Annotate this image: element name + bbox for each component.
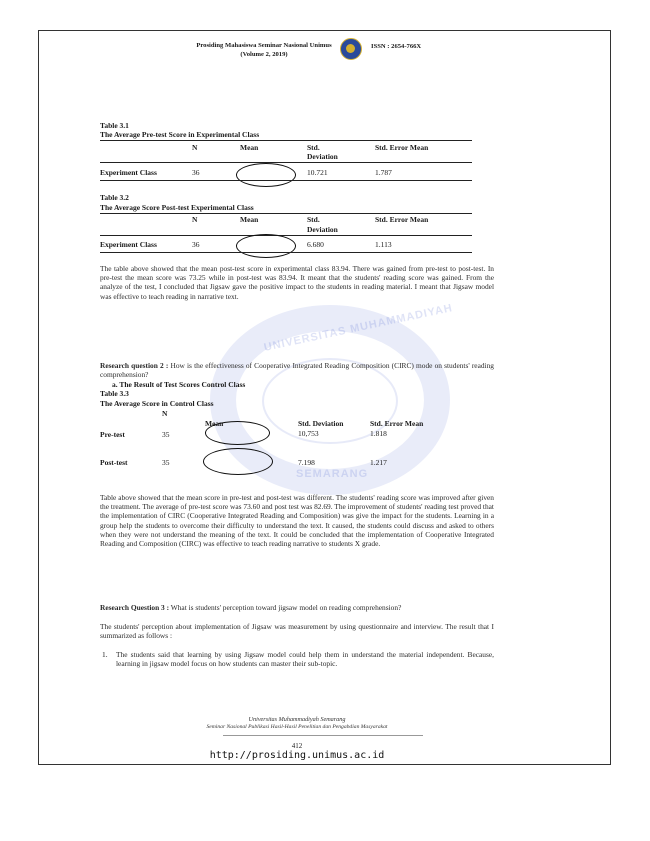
mean-circle-annotation — [236, 234, 296, 258]
header-title: Prosiding Mahasiswa Seminar Nasional Unimus (Volume 2, 2019) — [196, 42, 332, 58]
page-number: 412 — [291, 742, 303, 750]
watermark-text-top: UNIVERSITAS MUHAMMADIYAH — [262, 302, 454, 354]
table-title: The Average Pre-test Score in Experimental Class — [100, 130, 260, 139]
cell-std-err: 1.113 — [375, 240, 392, 249]
footer-university: Universitas Muhammadiyah Semarang — [248, 716, 346, 723]
table-bottom-rule — [100, 180, 472, 181]
watermark-text-bottom: SEMARANG — [296, 468, 369, 480]
mean-circle-annotation-pre — [205, 421, 270, 445]
cell-n-post: 35 — [162, 458, 170, 467]
col-header-std-dev: Std. — [307, 215, 320, 224]
paragraph-post-test-discussion: The table above showed that the mean post-test score in experimental class 83.94. There was gained from pre-test to post-test. In pre-test the mean score was 73.25 while in post-test was 83.94. It meant that the students' reading score was gained. From the analyze of the test, I concluded that Jigsaw gave the positive impact to the students in reading material. I meant that Jigsaw model was effective to teach reading in narrative text. — [100, 264, 494, 301]
col-header-mean: Mean — [240, 215, 259, 224]
table-header-rule — [100, 162, 472, 163]
footer-rule — [223, 735, 423, 736]
table-caption: Table 3.1 — [100, 121, 129, 130]
journal-header — [95, 38, 555, 68]
cell-n: 36 — [192, 240, 200, 249]
table-title: The Average Score Post-test Experimental Class — [100, 203, 254, 212]
row-label-post-test: Post-test — [100, 458, 128, 467]
rq2-label: Research question 2 : — [100, 361, 169, 370]
cell-std-err-pre: 1.818 — [370, 429, 387, 438]
mean-circle-annotation-post — [203, 448, 273, 475]
cell-std-dev-post: 7.198 — [298, 458, 315, 467]
col-header-std-err: Std. Error Mean — [370, 419, 424, 428]
row-label: Experiment Class — [100, 168, 157, 177]
cell-std-dev: 10.721 — [307, 168, 328, 177]
col-header-mean: Mean — [240, 143, 259, 152]
footer-seminar: Seminar Nasional Publikasi Hasil-Hasil Penelitian dan Pengabdian Masyarakat — [206, 724, 388, 730]
col-header-std-dev: Std. — [307, 143, 320, 152]
unimus-logo-icon — [340, 38, 362, 60]
table-title: The Average Score in Control Class — [100, 399, 214, 408]
table-header-rule — [100, 235, 472, 236]
mean-circle-annotation — [236, 163, 296, 187]
cell-std-err: 1.787 — [375, 168, 392, 177]
cell-std-err-post: 1.217 — [370, 458, 387, 467]
rq2-text: How is the effectiveness of Cooperative Integrated Reading Composition (CIRC) mode on students' reading comprehension? — [100, 361, 495, 380]
col-header-std-dev-2: Deviation — [307, 225, 338, 234]
col-header-std-err: Std. Error Mean — [375, 215, 429, 224]
paragraph-control-class-discussion: Table above showed that the mean score in pre-test and post-test was different. The students' reading score was improved after given the treatment. The average of pre-test score was 73.60 and post test was 82.69. The improvement of students' reading test proved that the implementation of CIRC (Cooperative Integrated Reading and Composition) was give the impact for the students. Learning in a group help the students to overcome their difficulty to understand the text. It caused, the students could discuss and asked to others when they were not understand the meaning of the text. It could be concluded that the implementation of Cooperative Integrated Reading and Composition (CIRC) was effective to teach reading narrative to students X grade. — [100, 493, 494, 549]
rq3-text: What is students' perception toward jigsaw model on reading comprehension? — [169, 603, 402, 612]
issn-label: ISSN : 2654-766X — [371, 43, 422, 50]
row-label-pre-test: Pre-test — [100, 430, 125, 439]
cell-std-dev: 6.680 — [307, 240, 324, 249]
table-top-rule — [100, 213, 472, 214]
list-item-text: The students said that learning by using Jigsaw model could help them in understand the material independent. Because, learning in jigsaw model focus on how students can master their sub-topic. — [116, 650, 494, 669]
cell-std-dev-pre: 10,753 — [298, 429, 319, 438]
row-label: Experiment Class — [100, 240, 157, 249]
list-item-number: 1. — [102, 650, 108, 659]
footer-url[interactable]: http://prosiding.unimus.ac.id — [209, 750, 385, 761]
col-header-mean: Mean — [205, 419, 224, 428]
col-header-n: N — [192, 215, 198, 224]
table-caption: Table 3.2 — [100, 193, 129, 202]
cell-n-pre: 35 — [162, 430, 170, 439]
subheading-a: a. The Result of Test Scores Control Class — [112, 380, 246, 389]
col-header-std-err: Std. Error Mean — [375, 143, 429, 152]
col-header-n: N — [162, 409, 168, 418]
research-question-3 — [100, 603, 494, 612]
table-caption: Table 3.3 — [100, 389, 129, 398]
rq3-label: Research Question 3 : — [100, 603, 170, 612]
table-bottom-rule — [100, 252, 472, 253]
paragraph-perception-intro: The students' perception about implementation of Jigsaw was measurement by using questionnaire and interview. The result that I summarized as follows : — [100, 622, 494, 641]
table-top-rule — [100, 140, 472, 141]
col-header-n: N — [192, 143, 198, 152]
col-header-std-dev: Std. Deviation — [298, 419, 344, 428]
cell-n: 36 — [192, 168, 200, 177]
research-question-2 — [100, 361, 494, 379]
col-header-std-dev-2: Deviation — [307, 152, 338, 161]
